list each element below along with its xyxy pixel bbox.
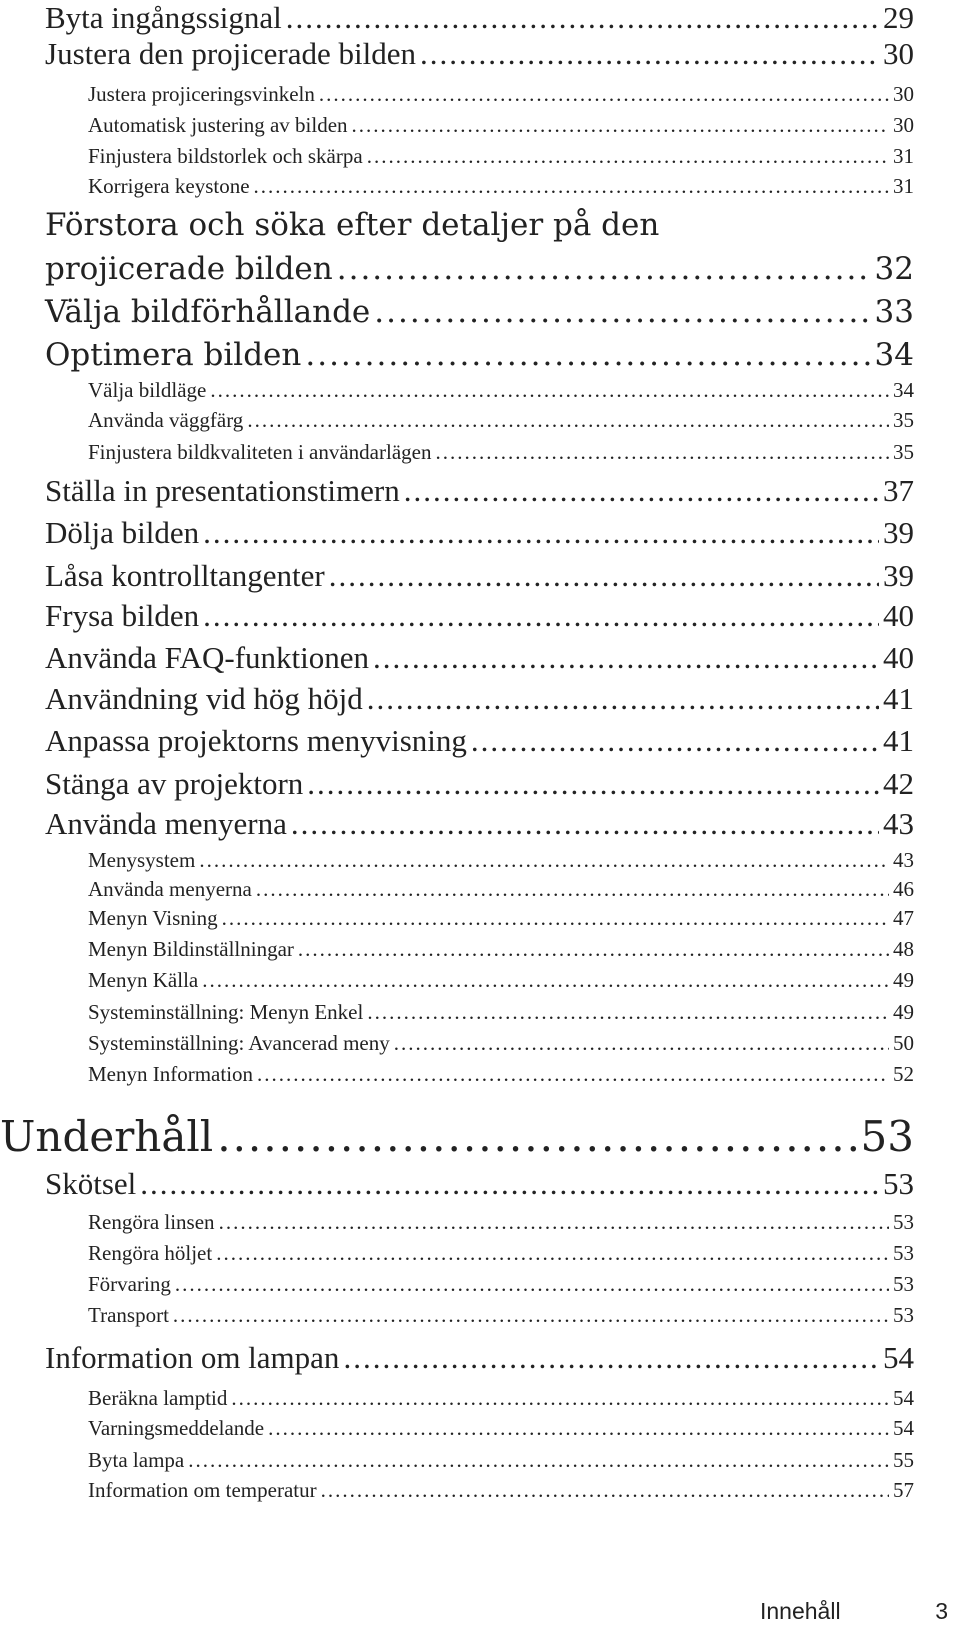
toc-entry-page: 48: [893, 937, 914, 961]
dot-leader: [203, 515, 879, 551]
toc-entry-page: 39: [883, 515, 914, 550]
dot-leader: [352, 113, 889, 138]
dot-leader: [256, 877, 889, 902]
dot-leader: [321, 1478, 889, 1503]
toc-entry-page: 30: [883, 36, 914, 71]
dot-leader: [367, 144, 889, 169]
dot-leader: [329, 558, 879, 594]
toc-entry-title: Underhåll: [0, 1112, 214, 1161]
toc-entry-title: Förstora och söka efter detaljer på den: [45, 207, 660, 243]
toc-entry[interactable]: [88, 144, 914, 169]
dot-leader: [420, 36, 879, 72]
toc-entry-page: 42: [883, 766, 914, 801]
toc-entry[interactable]: [45, 251, 914, 287]
toc-entry-page: 52: [893, 1062, 914, 1086]
toc-entry[interactable]: [88, 113, 914, 138]
toc-entry-title: Förvaring: [88, 1272, 171, 1296]
dot-leader: [394, 1031, 889, 1056]
toc-entry-title: Systeminställning: Menyn Enkel: [88, 1000, 364, 1024]
toc-entry-page: 57: [893, 1478, 914, 1502]
toc-entry-page: 53: [893, 1210, 914, 1234]
toc-entry-title: Stänga av projektorn: [45, 766, 304, 801]
dot-leader: [337, 251, 871, 287]
dot-leader: [175, 1272, 889, 1297]
toc-entry-title: Beräkna lamptid: [88, 1386, 228, 1410]
toc-entry[interactable]: [45, 515, 914, 551]
toc-entry[interactable]: [45, 640, 914, 676]
toc-entry-title: Använda menyerna: [45, 806, 287, 841]
toc-entry[interactable]: [45, 36, 914, 72]
toc-entry-page: 41: [883, 681, 914, 716]
toc-entry-page: 49: [893, 968, 914, 992]
toc-entry-page: 37: [883, 473, 914, 508]
dot-leader: [319, 82, 889, 107]
toc-entry[interactable]: [45, 337, 914, 373]
toc-entry-title: Finjustera bildstorlek och skärpa: [88, 144, 363, 168]
toc-entry-title: Rengöra höljet: [88, 1241, 213, 1265]
toc-entry[interactable]: [45, 766, 914, 802]
dot-leader: [305, 337, 870, 373]
toc-entry-title: Välja bildförhållande: [45, 294, 371, 330]
toc-entry-page: 54: [883, 1340, 914, 1375]
dot-leader: [298, 937, 889, 962]
toc-entry[interactable]: [88, 877, 914, 902]
toc-entry[interactable]: [88, 1303, 914, 1328]
toc-entry-page: 49: [893, 1000, 914, 1024]
toc-entry-title: Ställa in presentationstimern: [45, 473, 400, 508]
toc-entry-page: 54: [893, 1416, 914, 1440]
toc-entry-title: Använda väggfärg: [88, 408, 244, 432]
footer-section-label: Innehåll: [760, 1598, 841, 1624]
toc-entry-title: projicerade bilden: [45, 251, 333, 287]
toc-entry[interactable]: [45, 0, 914, 36]
toc-entry[interactable]: [88, 1210, 914, 1235]
dot-leader: [367, 681, 879, 717]
toc-entry-title: Finjustera bildkvaliteten i användarlägen: [88, 440, 432, 464]
toc-entry[interactable]: [88, 440, 914, 465]
toc-entry-page: 34: [893, 378, 914, 402]
toc-entry-page: 46: [893, 877, 914, 901]
toc-entry-page: 53: [893, 1272, 914, 1296]
toc-entry[interactable]: [88, 937, 914, 962]
toc-entry-page: 32: [874, 251, 914, 287]
toc-entry-title: Menyn Bildinställningar: [88, 937, 294, 961]
toc-entry[interactable]: [45, 1340, 914, 1376]
toc-entry[interactable]: [88, 1031, 914, 1056]
footer-page-number: 3: [935, 1598, 948, 1624]
toc-entry[interactable]: [45, 723, 914, 759]
toc-entry-title: Välja bildläge: [88, 378, 207, 402]
toc-entry-title: Korrigera keystone: [88, 174, 250, 198]
toc-entry[interactable]: [88, 1478, 914, 1503]
page-footer: [760, 1596, 960, 1631]
dot-leader: [286, 0, 879, 36]
toc-entry-title: Transport: [88, 1303, 169, 1327]
toc-entry-title: Använda menyerna: [88, 877, 252, 901]
toc-entry[interactable]: [88, 82, 914, 107]
dot-leader: [268, 1416, 889, 1441]
dot-leader: [140, 1166, 879, 1202]
toc-entry-title: Information om temperatur: [88, 1478, 317, 1502]
toc-entry-title: Menysystem: [88, 848, 196, 872]
toc-entry-page: 31: [893, 144, 914, 168]
toc-entry-page: 53: [860, 1112, 914, 1161]
toc-entry-page: 35: [893, 440, 914, 464]
dot-leader: [210, 378, 889, 403]
toc-entry-page: 53: [893, 1241, 914, 1265]
dot-leader: [404, 473, 879, 509]
dot-leader: [203, 598, 879, 634]
toc-entry-title: Byta ingångssignal: [45, 0, 282, 35]
toc-entry-page: 39: [883, 558, 914, 593]
toc-entry[interactable]: [88, 408, 914, 433]
toc-entry-page: 43: [883, 806, 914, 841]
toc-entry[interactable]: [0, 1112, 914, 1161]
dot-leader: [216, 1241, 889, 1266]
toc-entry[interactable]: [45, 598, 914, 634]
dot-leader: [219, 1210, 889, 1235]
dot-leader: [231, 1386, 889, 1411]
dot-leader: [188, 1448, 889, 1473]
toc-entry-page: 55: [893, 1448, 914, 1472]
toc-entry-title: Optimera bilden: [45, 337, 302, 373]
toc-entry[interactable]: [88, 848, 914, 873]
toc-entry-title: Information om lampan: [45, 1340, 340, 1375]
toc-entry[interactable]: [88, 174, 914, 199]
toc-entry[interactable]: [88, 1448, 914, 1473]
toc-entry-title: Menyn Information: [88, 1062, 254, 1086]
dot-leader: [257, 1062, 889, 1087]
dot-leader: [222, 906, 889, 931]
toc-entry[interactable]: [88, 906, 914, 931]
toc-entry-page: 35: [893, 408, 914, 432]
toc-entry[interactable]: [45, 207, 659, 243]
toc-entry[interactable]: [88, 968, 914, 993]
toc-entry-title: Låsa kontrolltangenter: [45, 558, 325, 593]
dot-leader: [307, 766, 879, 802]
toc-entry[interactable]: [88, 1062, 914, 1087]
toc-entry-title: Justera projiceringsvinkeln: [88, 82, 315, 106]
toc-entry-page: 50: [893, 1031, 914, 1055]
toc-entry[interactable]: [88, 1386, 914, 1411]
toc-entry[interactable]: [88, 1241, 914, 1266]
toc-entry[interactable]: [45, 473, 914, 509]
toc-entry[interactable]: [45, 294, 914, 330]
dot-leader: [247, 408, 889, 433]
toc-entry-page: 31: [893, 174, 914, 198]
toc-entry-page: 40: [883, 598, 914, 633]
toc-entry[interactable]: [45, 558, 914, 594]
toc-entry[interactable]: [45, 806, 914, 842]
dot-leader: [343, 1340, 879, 1376]
toc-entry-page: 29: [883, 0, 914, 35]
dot-leader: [202, 968, 889, 993]
toc-entry[interactable]: [45, 1166, 914, 1202]
toc-entry-title: Varningsmeddelande: [88, 1416, 265, 1440]
toc-entry-title: Skötsel: [45, 1166, 137, 1201]
toc-entry-title: Frysa bilden: [45, 598, 200, 633]
toc-entry-title: Menyn Källa: [88, 968, 199, 992]
toc-entry[interactable]: [45, 681, 914, 717]
dot-leader: [435, 440, 889, 465]
toc-entry[interactable]: [88, 1416, 914, 1441]
dot-leader: [367, 1000, 889, 1025]
toc-entry-title: Byta lampa: [88, 1448, 185, 1472]
toc-entry-page: 47: [893, 906, 914, 930]
toc-entry-page: 53: [893, 1303, 914, 1327]
toc-entry-page: 54: [893, 1386, 914, 1410]
toc-entry-title: Dölja bilden: [45, 515, 200, 550]
toc-entry-page: 53: [883, 1166, 914, 1201]
toc-entry-page: 30: [893, 113, 914, 137]
toc-entry-page: 41: [883, 723, 914, 758]
toc-entry[interactable]: [88, 1272, 914, 1297]
toc-entry-title: Rengöra linsen: [88, 1210, 215, 1234]
toc-entry-page: 34: [874, 337, 914, 373]
dot-leader: [173, 1303, 889, 1328]
toc-entry[interactable]: [88, 378, 914, 403]
toc-entry-title: Menyn Visning: [88, 906, 218, 930]
toc-entry-title: Användning vid hög höjd: [45, 681, 363, 716]
dot-leader: [374, 294, 870, 330]
toc-entry[interactable]: [88, 1000, 914, 1025]
toc-entry-title: Använda FAQ-funktionen: [45, 640, 370, 675]
toc-entry-title: Automatisk justering av bilden: [88, 113, 348, 137]
toc-entry-title: Anpassa projektorns menyvisning: [45, 723, 467, 758]
toc-entry-title: Justera den projicerade bilden: [45, 36, 416, 71]
toc-entry-title: Systeminställning: Avancerad meny: [88, 1031, 390, 1055]
dot-leader: [217, 1112, 856, 1161]
dot-leader: [471, 723, 879, 759]
dot-leader: [373, 640, 879, 676]
dot-leader: [291, 806, 879, 842]
toc-entry-page: 40: [883, 640, 914, 675]
toc-entry-page: 30: [893, 82, 914, 106]
dot-leader: [254, 174, 889, 199]
toc-entry-page: 33: [874, 294, 914, 330]
dot-leader: [199, 848, 889, 873]
toc-entry-page: 43: [893, 848, 914, 872]
